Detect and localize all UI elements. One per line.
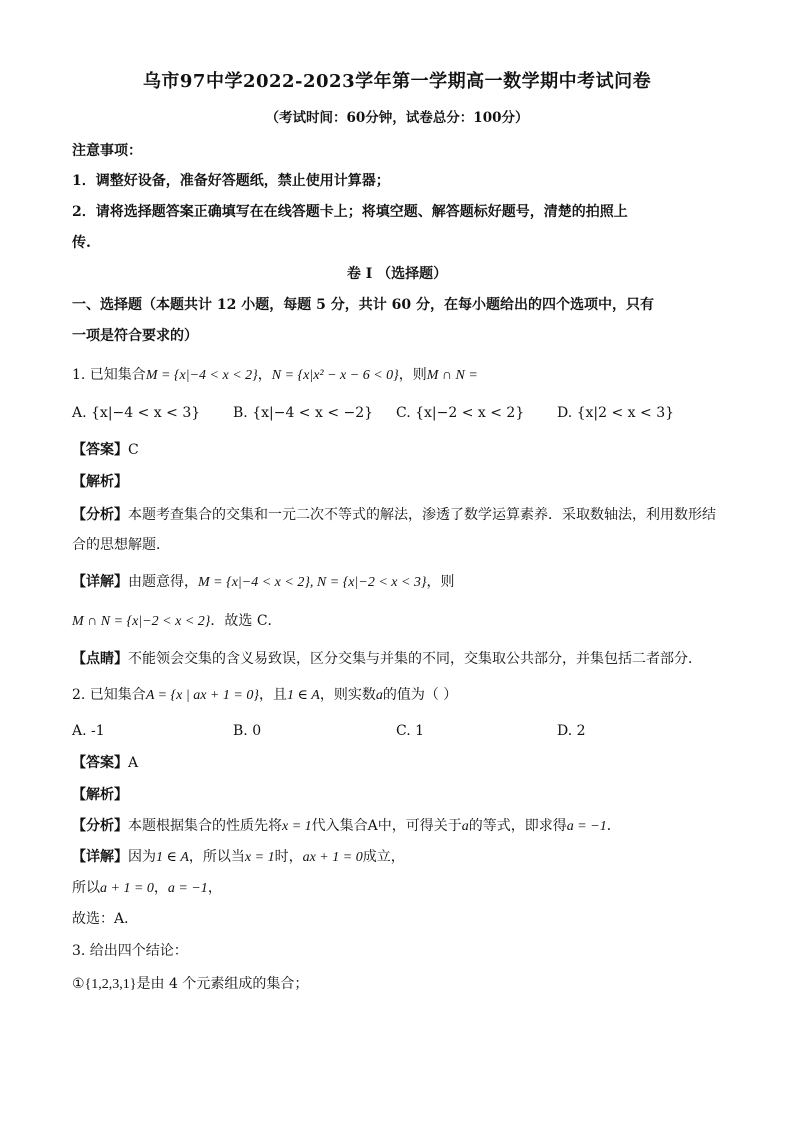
q2-line-3: 故选：A． [72,911,139,927]
q2-line2-2: ， [153,880,168,896]
q2-line2-m1: a + 1 = 0 [100,881,154,896]
fenxi-tag: 【分析】 [72,507,128,523]
q1-result-math: M ∩ N = {x|−2 < x < 2} [72,614,211,629]
exam-info: （考试时间：60分钟，试卷总分：100分） [265,110,529,126]
q1-set-N: N = {x|x² − x − 6 < 0} [271,368,399,383]
q2-fenxi [72,816,722,837]
q2-xj-4: 成立， [362,849,405,865]
q1-dianjing [72,649,722,669]
q1-xiangjie [72,572,722,593]
analysis-tag: 【解析】 [72,787,128,803]
page-title: 乌市97中学2022-2023学年第一学期高一数学期中考试问卷 [142,71,652,92]
q2-fenxi-3: 的等式，即求得 [468,818,567,834]
question-2-stem [72,685,722,706]
section-heading-cont: 一项是符合要求的） [72,328,198,344]
note-item-2: 2．请将选择题答案正确填写在在线答题卡上；将填空题、解答题标好题号，清楚的拍照上 [72,204,628,220]
q2-xj-m1: 1 ∈ A [156,850,189,865]
q2-fenxi-1: 本题根据集合的性质先将 [128,818,282,834]
question-1-stem [72,365,722,386]
q1-fenxi [72,505,722,525]
q2-fenxi-2: 代入集合A中，可得关于 [311,818,462,834]
fenxi-tag: 【分析】 [72,818,128,834]
q1-fenxi-cont: 合的思想解题． [72,537,170,553]
xiangjie-tag: 【详解】 [72,574,128,590]
q3-item1-math: {1,2,3,1} [84,977,137,992]
q2-option-c[interactable]: C. 1 [396,723,425,739]
q2-option-d[interactable]: D. 2 [557,723,586,739]
q2-line2-3: ， [207,880,222,896]
q2-mid: ，且 [258,687,287,703]
q2-xiangjie [72,847,722,868]
q1-answer [72,440,722,460]
q1-sep: ， [257,367,272,383]
q1-set-M: M = {x|−4 < x < 2} [145,368,258,383]
q2-xj-m2: x = 1 [244,850,275,865]
question-3-stem: 3. 给出四个结论： [72,943,188,959]
volume-heading: 卷 I （选择题） [346,266,448,282]
q3-item1-mark: ① [72,976,85,992]
q2-xj-1: 因为 [128,849,156,865]
q1-xiangjie-end: ，则 [426,574,455,590]
q2-fenxi-4: ． [606,818,621,834]
q1-xiangjie-math: M = {x|−4 < x < 2}, N = {x|−2 < x < 3} [198,575,427,590]
q1-answer-value: C [128,442,139,458]
section-heading: 一、选择题（本题共计 12 小题，每题 5 分，共计 60 分，在每小题给出的四个选项中，只有 [72,297,654,313]
q1-xiangjie-text: 由题意得， [128,574,198,590]
q1-result-text: ．故选 C． [210,613,282,629]
analysis-tag: 【解析】 [72,474,128,490]
q1-analysis-tag [72,472,722,492]
q2-var: a [375,688,383,703]
q3-item-1 [72,974,722,995]
q2-set-A: A = {x | ax + 1 = 0} [145,688,259,703]
q1-option-d[interactable]: D. {x|2 < x < 3} [557,405,675,421]
dianjing-tag: 【点睛】 [72,651,128,667]
q2-answer-value: A [128,755,139,771]
q1-ask: M ∩ N = [426,368,478,383]
q2-line2-1: 所以 [72,880,100,896]
q2-fenxi-m1: x = 1 [282,819,312,834]
note-item-1: 1．调整好设备，准备好答题纸，禁止使用计算器； [72,173,390,189]
q1-mid: ，则 [398,367,427,383]
answer-tag: 【答案】 [72,442,128,458]
q2-option-a[interactable]: A. -1 [72,723,105,739]
note-item-2-cont: 传. [72,235,91,251]
q1-option-b[interactable]: B. {x|−4 < x < −2} [233,405,374,421]
q1-fenxi-text: 本题考查集合的交集和一元二次不等式的解法，渗透了数学运算素养．采取数轴法，利用数形结 [128,507,716,523]
answer-tag: 【答案】 [72,755,128,771]
q2-answer [72,753,722,773]
q2-line-2 [72,878,722,899]
q1-result [72,611,722,632]
q2-xj-3: 时， [274,849,303,865]
notes-heading: 注意事项： [72,143,142,159]
q2-fenxi-m3: a = −1 [566,819,607,834]
q2-option-b[interactable]: B. 0 [233,723,262,739]
q2-line2-m2: a = −1 [167,881,208,896]
xiangjie-tag: 【详解】 [72,849,128,865]
q1-option-a[interactable]: A. {x|−4 < x < 3} [72,405,201,421]
q1-prefix: 1. 已知集合 [72,367,146,383]
q2-xj-m3: ax + 1 = 0 [302,850,363,865]
q2-end: 的值为（ ） [382,687,458,703]
q2-analysis-tag [72,785,722,805]
q1-dianjing-text: 不能领会交集的含义易致误，区分交集与并集的不同，交集取公共部分，并集包括二者部分． [128,651,702,667]
q2-cond: 1 ∈ A [286,688,320,703]
q2-mid2: ，则实数 [319,687,376,703]
q1-option-c[interactable]: C. {x|−2 < x < 2} [396,405,525,421]
q2-xj-2: ，所以当 [188,849,245,865]
q3-item1-text: 是由 4 个元素组成的集合； [136,976,309,992]
q2-fenxi-m2: a [461,819,469,834]
q2-prefix: 2. 已知集合 [72,687,146,703]
